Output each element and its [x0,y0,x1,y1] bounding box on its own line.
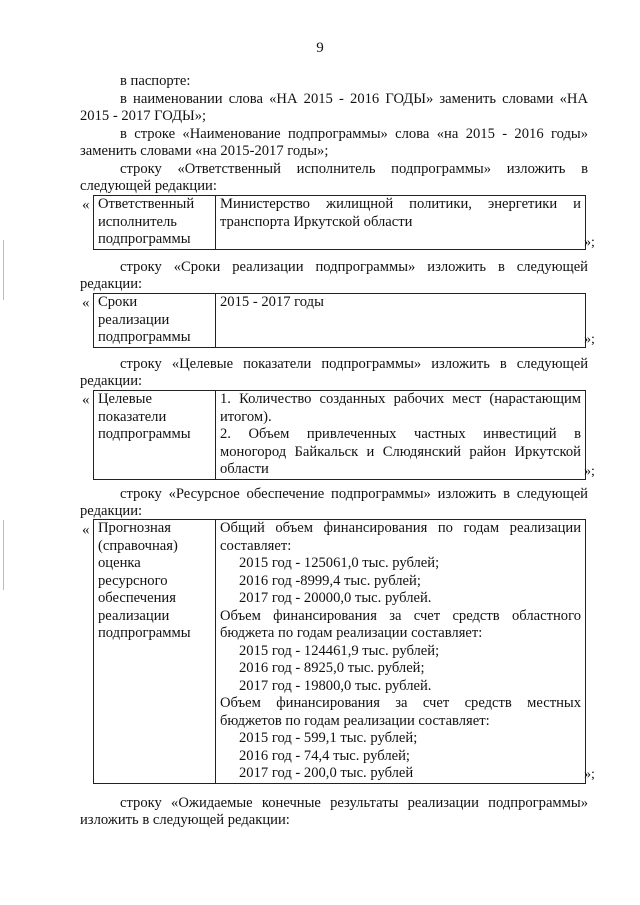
total-heading-line: составляет: [220,537,292,554]
paragraph-terms-line2: редакции: [80,276,143,292]
closing-quote: »; [584,767,595,782]
paragraph-title-change-line2: 2015 - 2017 ГОДЫ»; [80,108,207,124]
label-line: реализации [98,311,170,328]
closing-quote: »; [584,464,595,479]
label-line: оценка [98,555,141,571]
value-line: итогом). [220,408,272,425]
label-line: Прогнозная [98,520,171,536]
label-line: реализации [98,607,170,624]
terms-table [93,293,586,348]
targets-label-cell [94,391,216,480]
paragraph-passport: в паспорте: [120,73,191,89]
resources-table [93,519,586,784]
page-number: 9 [316,40,324,56]
regional-heading-line: бюджета по годам реализации составляет: [220,625,483,641]
terms-label-cell [94,294,216,348]
local-year-line: 2016 год - 74,4 тыс. рублей; [239,747,410,764]
label-line: подпрограммы [98,625,191,641]
paragraph-name-change-line1: в строке «Наименование подпрограммы» слова «на 2015 - 2016 годы» [120,126,588,142]
label-line: подпрограммы [98,426,191,442]
opening-quote: « [82,197,90,213]
paragraph-results-line2: изложить в следующей редакции: [80,812,290,828]
label-line: подпрограммы [98,231,191,247]
label-line: ресурсного [98,572,168,589]
paragraph-results-line1: строку «Ожидаемые конечные результаты реализации подпрограммы» [120,795,588,811]
opening-quote: « [82,522,90,538]
regional-year-line: 2017 год - 19800,0 тыс. рублей. [239,677,432,694]
paragraph-resources-line1: строку «Ресурсное обеспечение подпрограммы» изложить в следующей [120,486,588,502]
total-year-line: 2016 год -8999,4 тыс. рублей; [239,572,421,589]
scan-edge-mark [3,520,4,590]
paragraph-targets-line2: редакции: [80,373,143,389]
table-row [94,520,586,784]
label-line: показатели [98,408,167,425]
value-line: Министерство жилищной политики, энергетики и [220,196,581,212]
value-line: 2015 - 2017 годы [220,294,324,310]
targets-value-cell [216,391,586,480]
resources-label-cell [94,520,216,784]
opening-quote: « [82,295,90,311]
value-line: моногород Байкальск и Слюдянский район Иркутской [220,443,581,460]
table-row [94,391,586,480]
local-heading-line: Объем финансирования за счет средств местных [220,695,581,711]
executor-table [93,195,586,250]
local-year-line: 2017 год - 200,0 тыс. рублей [239,765,414,781]
executor-value-cell [216,196,586,250]
regional-heading-line: Объем финансирования за счет средств областного [220,607,581,624]
local-year-line: 2015 год - 599,1 тыс. рублей; [239,730,418,746]
label-line: Целевые [98,391,152,407]
label-line: обеспечения [98,590,176,606]
label-line: (справочная) [98,537,178,554]
terms-value-cell [216,294,586,348]
opening-quote: « [82,392,90,408]
paragraph-name-change-line2: заменить словами «на 2015-2017 годы»; [80,143,329,159]
total-year-line: 2017 год - 20000,0 тыс. рублей. [239,590,432,606]
label-line: Ответственный [98,196,195,212]
label-line: Сроки [98,294,138,310]
regional-year-line: 2016 год - 8925,0 тыс. рублей; [239,660,425,676]
regional-year-line: 2015 год - 124461,9 тыс. рублей; [239,642,440,659]
label-line: исполнитель [98,213,177,230]
total-year-line: 2015 год - 125061,0 тыс. рублей; [239,555,440,571]
table-row [94,196,586,250]
paragraph-terms-line1: строку «Сроки реализации подпрограммы» изложить в следующей [120,259,588,275]
targets-table [93,390,586,480]
value-line: 1. Количество созданных рабочих мест (нарастающим [220,391,581,407]
paragraph-executor-line1: строку «Ответственный исполнитель подпрограммы» изложить в [120,161,588,177]
paragraph-title-change-line1: в наименовании слова «НА 2015 - 2016 ГОДЫ» заменить словами «НА [120,91,588,107]
total-heading-line: Общий объем финансирования по годам реализации [220,520,581,536]
value-line: 2. Объем привлеченных частных инвестиций в [220,426,581,442]
value-line: области [220,461,269,477]
closing-quote: »; [584,235,595,250]
paragraph-executor-line2: следующей редакции: [80,178,217,194]
closing-quote: »; [584,332,595,347]
executor-label-cell [94,196,216,250]
label-line: подпрограммы [98,329,191,345]
local-heading-line: бюджетов по годам реализации составляет: [220,712,490,729]
paragraph-resources-line2: редакции: [80,503,143,519]
paragraph-targets-line1: строку «Целевые показатели подпрограммы» изложить в следующей [120,356,588,372]
value-line: транспорта Иркутской области [220,213,413,230]
scan-edge-mark [3,240,4,300]
table-row [94,294,586,348]
resources-value-cell [216,520,586,784]
